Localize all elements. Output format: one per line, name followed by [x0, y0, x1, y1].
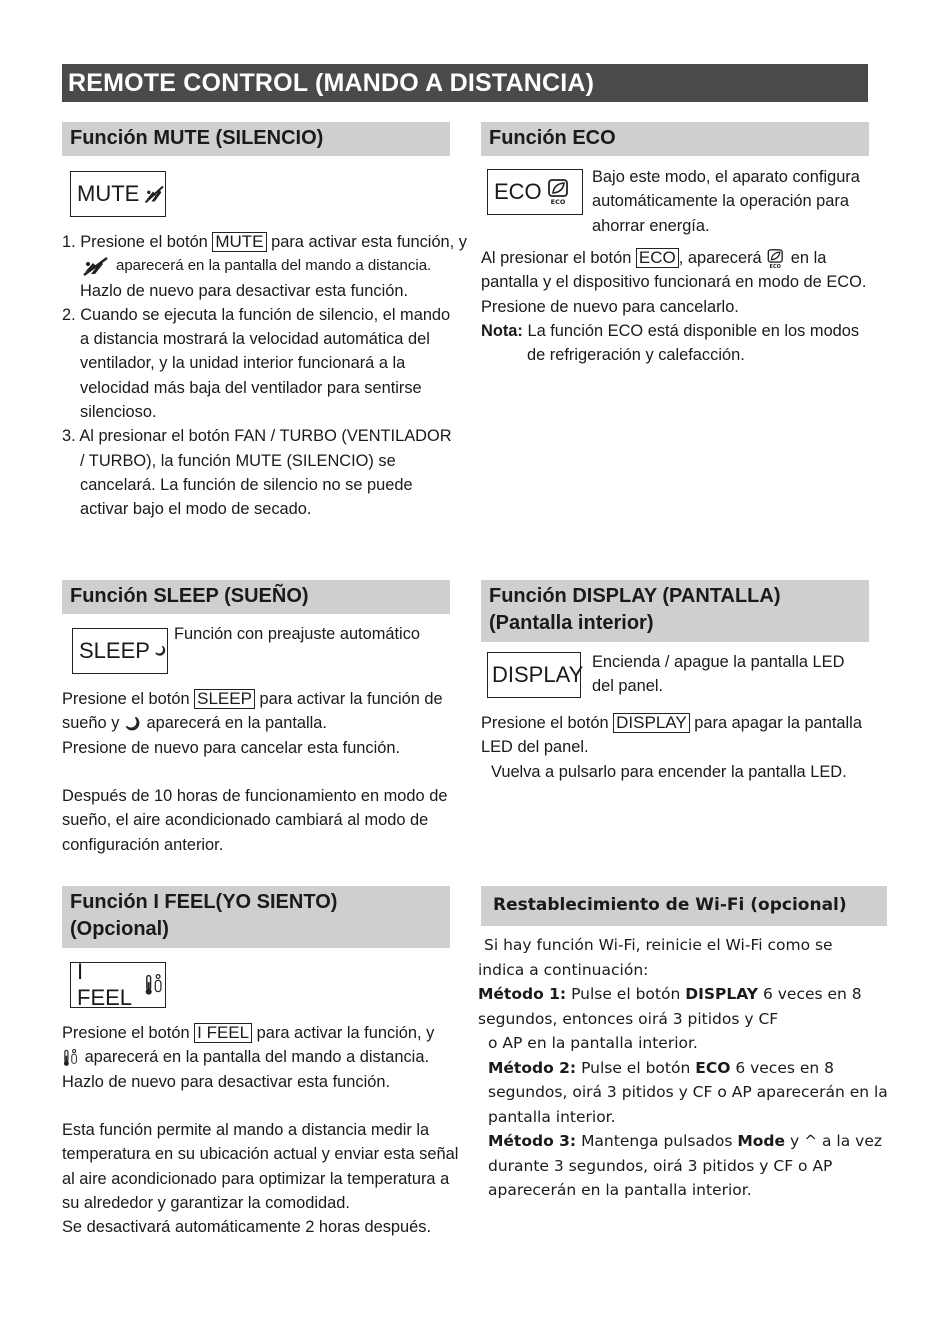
sleep-side-text: Función con preajuste automático — [174, 625, 421, 643]
display-side-text: Encienda / apague la pantalla LED del panel. — [592, 653, 845, 696]
sleep-heading: Función SLEEP (SUEÑO) — [62, 580, 450, 614]
mute-heading: Función MUTE (SILENCIO) — [62, 122, 450, 156]
eco-note-label: Nota: — [481, 321, 523, 340]
eco-side-text: Bajo este modo, el aparato configura automáticamente la operación para ahorrar energía. — [592, 168, 860, 235]
display-button-illustration — [487, 652, 584, 698]
eco-button-illustration — [487, 169, 583, 215]
eco-body: Al presionar el botón ECO , aparecerá ECO en la pantalla y el dispositivo funcionará en modo de ECO. Presione de nuevo para cancelarlo. Nota: La función ECO está disponible en los modos de refrigeración y calefacción. — [481, 248, 867, 365]
eco-leaf-icon — [546, 178, 572, 206]
eco-button-label: ECO — [494, 179, 542, 204]
wifi-body: Si hay función Wi-Fi, reinicie el Wi-Fi como se indica a continuación: Método 1: Pulse el botón DISPLAY 6 veces en 8 segundos, entonces oirá 3 pitidos y CF o AP en la pantalla interior. Método 2: Pulse el botón ECO 6 veces en 8 segundos, oirá 3 pitidos y CF o AP aparecerán en la pantalla interior. Método 3: Mantenga pulsados Mode y ^ a la vez durante 3 segundos, oirá 3 pitidos y CF o AP aparecerán en la pantalla interior. — [478, 936, 888, 1199]
ifeel-thermometer-icon — [144, 972, 165, 998]
ifeel-thermometer-icon-inline — [62, 1048, 80, 1068]
sleep-body: Presione el botón SLEEP para activar la función de sueño y aparecerá en la pantalla. Presione de nuevo para cancelar esta función. Después de 10 horas de funcionamiento en modo de sueño, el aire acondicionado cambiará al modo de configuración anterior. — [62, 689, 448, 854]
mute-fan-icon-inline — [80, 256, 110, 276]
svg-text:ECO: ECO — [769, 263, 782, 270]
display-button-label: DISPLAY — [492, 662, 584, 687]
sleep-button-illustration — [72, 628, 168, 674]
eco-heading: Función ECO — [481, 122, 869, 156]
mute-key: MUTE — [212, 232, 266, 252]
wifi-heading: Restablecimiento de Wi-Fi (opcional) — [481, 886, 887, 926]
sleep-button-label: SLEEP — [79, 638, 150, 663]
sleep-key: SLEEP — [194, 689, 255, 709]
display-heading: Función DISPLAY (PANTALLA) (Pantalla interior) — [481, 580, 869, 642]
display-body: Presione el botón DISPLAY para apagar la pantalla LED del panel. Vuelva a pulsarlo para encender la pantalla LED. — [481, 713, 862, 781]
mute-button-label: MUTE — [77, 181, 140, 206]
ifeel-button-illustration — [70, 959, 166, 1010]
ifeel-heading: Función I FEEL(YO SIENTO) (Opcional) — [62, 886, 450, 948]
sleep-moon-icon-inline — [124, 715, 142, 733]
page-title: REMOTE CONTROL (MANDO A DISTANCIA) — [62, 64, 868, 102]
ifeel-key: I FEEL — [194, 1023, 252, 1043]
ifeel-body: Presione el botón I FEEL para activar la función, y aparecerá en la pantalla del mando a distancia. Hazlo de nuevo para desactivar esta función. Esta función permite al mando a distancia medir la temperatura en su ubicación actual y enviar esta señal al aire acondicionado para optimizar la temperatura a su alrededor y garantizar la comodidad. Se desactivará automáticamente 2 horas después. — [62, 1023, 459, 1237]
mute-body: 1. Presione el botón MUTE para activar esta función, y aparecerá en la pantalla del mando a distancia. Hazlo de nuevo para desactivar esta función. 2. Cuando se ejecuta la función de silencio, el mando a distancia mostrará la velocidad automática del ventilador, y la unidad interior funcionará a la velocidad más baja del ventilador para sentirse silencioso. 3. Al presionar el botón FAN / TURBO (VENTILADOR / TURBO), la función MUTE (SILENCIO) se cancelará. La función de silencio no se puede activar bajo el modo de secado. — [62, 232, 467, 519]
ifeel-button-label: I FEEL — [77, 959, 133, 1010]
eco-leaf-icon-inline — [766, 248, 786, 270]
mute-fan-icon — [143, 183, 165, 205]
mute-button-illustration — [70, 171, 166, 217]
display-key: DISPLAY — [613, 713, 690, 733]
sleep-moon-icon — [154, 640, 167, 662]
svg-text:ECO: ECO — [550, 198, 566, 206]
eco-key: ECO — [636, 248, 679, 268]
